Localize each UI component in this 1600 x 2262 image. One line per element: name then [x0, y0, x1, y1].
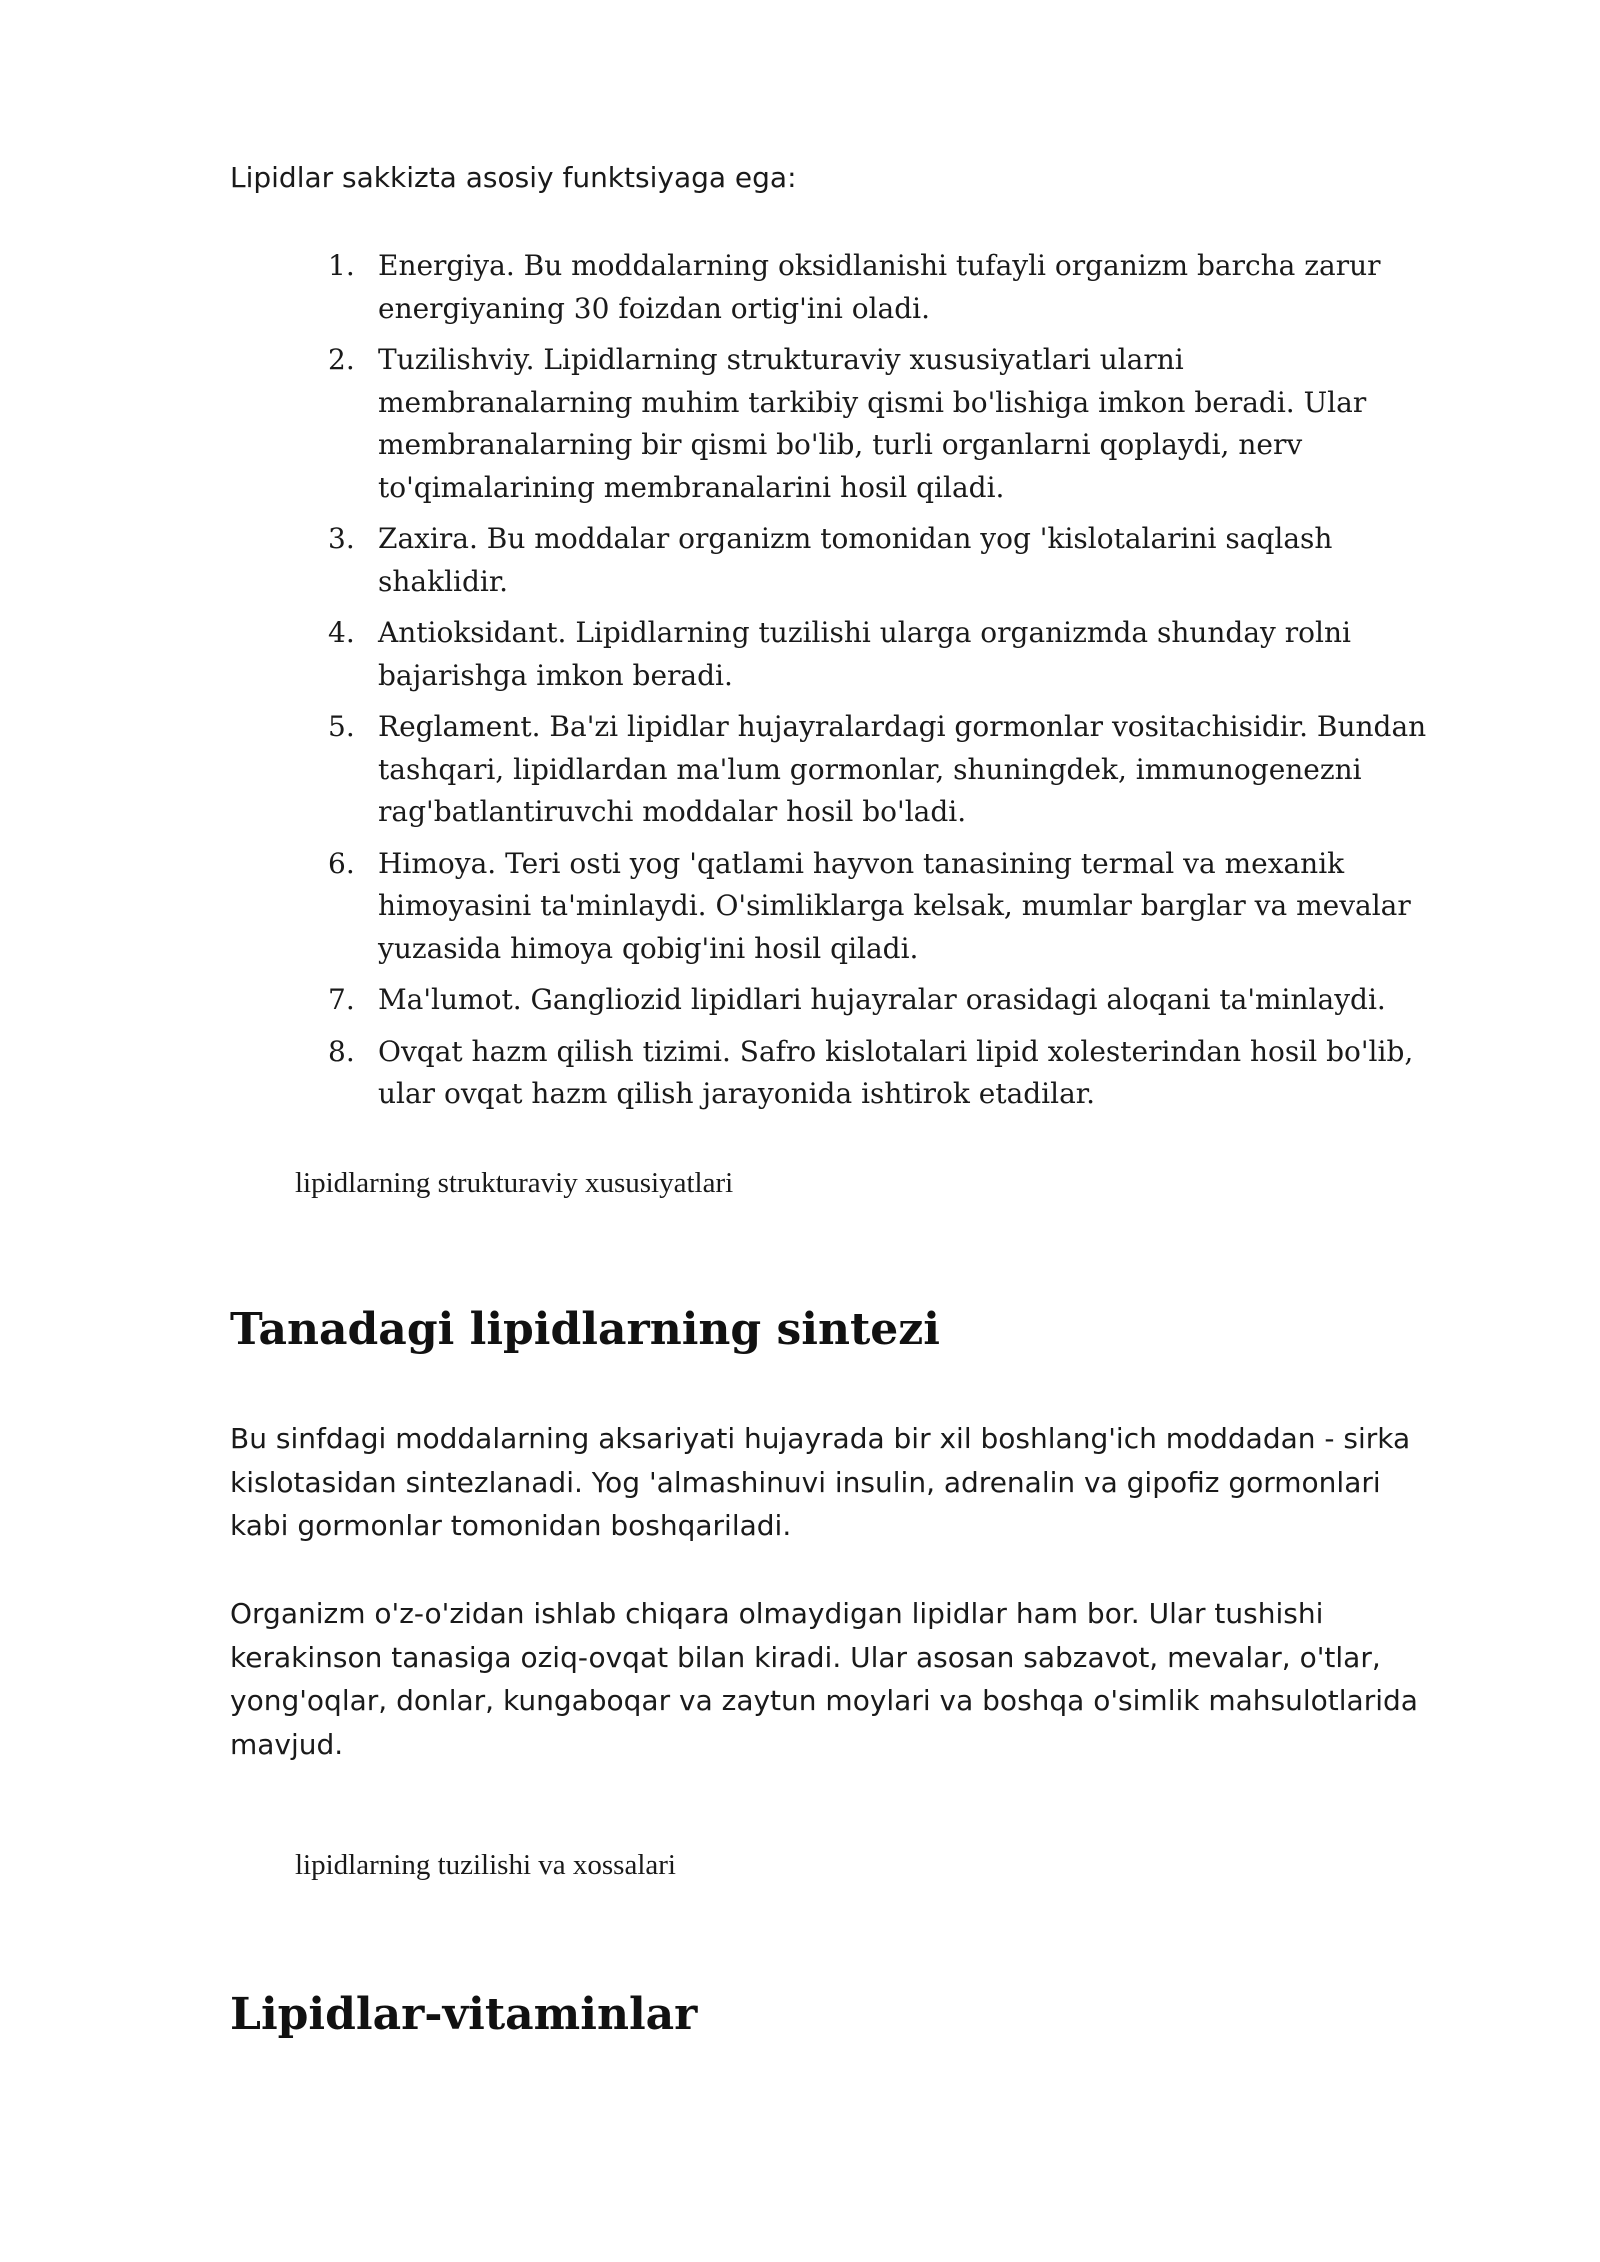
- list-number: 2.: [328, 343, 355, 376]
- function-item: [230, 1031, 1500, 1116]
- function-line: membranalarning bir qismi bo'lib, turli organlarni qoplaydi, nerv: [378, 428, 1303, 461]
- function-line: bajarishga imkon beradi.: [378, 658, 733, 692]
- function-item: [230, 843, 1500, 971]
- function-line: Zaxira. Bu moddalar organizm tomonidan yog 'kislotalarini saqlash: [378, 522, 1333, 555]
- intro-text: Lipidlar sakkizta asosiy funktsiyaga ega:: [230, 161, 797, 194]
- list-number: 7.: [328, 983, 355, 1016]
- paragraph: [230, 1417, 1500, 1548]
- function-line: Reglament. Ba'zi lipidlar hujayralardagi gormonlar vositachisidir. Bundan: [378, 710, 1427, 743]
- paragraph-line: yong'oqlar, donlar, kungaboqar va zaytun moylari va boshqa o'simlik mahsulotlarida: [230, 1684, 1418, 1717]
- list-number: 3.: [328, 522, 355, 555]
- image-caption: lipidlarning tuzilishi va xossalari: [295, 1849, 676, 1881]
- paragraph-line: Organizm o'z-o'zidan ishlab chiqara olmaydigan lipidlar ham bor. Ular tushishi: [230, 1597, 1324, 1630]
- function-line: Ovqat hazm qilish tizimi. Safro kislotalari lipid xolesterindan hosil bo'lib,: [378, 1034, 1414, 1068]
- function-line: tashqari, lipidlardan ma'lum gormonlar, shuningdek, immunogenezni: [378, 752, 1362, 786]
- list-number: 8.: [328, 1034, 355, 1068]
- paragraph-line: mavjud.: [230, 1727, 344, 1761]
- function-line: Antioksidant. Lipidlarning tuzilishi ularga organizmda shunday rolni: [378, 616, 1351, 649]
- paragraph-line: kerakinson tanasiga oziq-ovqat bilan kiradi. Ular asosan sabzavot, mevalar, o'tlar,: [230, 1640, 1381, 1674]
- paragraph-line: kabi gormonlar tomonidan boshqariladi.: [230, 1509, 792, 1542]
- function-line: shaklidir.: [378, 564, 509, 598]
- function-item: [230, 245, 1500, 330]
- list-number: 1.: [328, 249, 355, 282]
- list-number: 6.: [328, 846, 355, 880]
- list-number: 4.: [328, 616, 355, 649]
- image-caption: lipidlarning strukturaviy xususiyatlari: [295, 1167, 734, 1199]
- paragraph-line: Bu sinfdagi moddalarning aksariyati hujayrada bir xil boshlang'ich moddadan - sirka: [230, 1422, 1411, 1455]
- paragraph-line: kislotasidan sintezlanadi. Yog 'almashinuvi insulin, adrenalin va gipofiz gormonlari: [230, 1465, 1381, 1499]
- function-line: ular ovqat hazm qilish jarayonida ishtirok etadilar.: [378, 1077, 1095, 1110]
- function-item: [230, 612, 1500, 697]
- function-line: Energiya. Bu moddalarning oksidlanishi tufayli organizm barcha zarur: [378, 249, 1381, 282]
- function-line: energiyaning 30 foizdan ortig'ini oladi.: [378, 291, 931, 325]
- section-heading: Lipidlar-vitaminlar: [230, 1989, 698, 2040]
- function-line: membranalarning muhim tarkibiy qismi bo'lishiga imkon beradi. Ular: [378, 385, 1367, 419]
- function-item: [230, 339, 1500, 509]
- function-line: to'qimalarining membranalarini hosil qiladi.: [378, 470, 1005, 504]
- function-item: [230, 706, 1500, 834]
- paragraph: [230, 1592, 1500, 1766]
- function-line: himoyasini ta'minlaydi. O'simliklarga kelsak, mumlar barglar va mevalar: [378, 889, 1411, 922]
- function-line: rag'batlantiruvchi moddalar hosil bo'ladi.: [378, 795, 967, 828]
- function-line: yuzasida himoya qobig'ini hosil qiladi.: [378, 931, 919, 965]
- function-line: Tuzilishviy. Lipidlarning strukturaviy xususiyatlari ularni: [378, 343, 1184, 376]
- section-heading: Tanadagi lipidlarning sintezi: [230, 1304, 940, 1355]
- list-number: 5.: [328, 710, 355, 743]
- functions-list: [230, 245, 1500, 1125]
- function-item: [230, 518, 1500, 603]
- function-line: Himoya. Teri osti yog 'qatlami hayvon tanasining termal va mexanik: [378, 846, 1345, 880]
- function-item: [230, 979, 1500, 1022]
- function-line: Ma'lumot. Gangliozid lipidlari hujayralar orasidagi aloqani ta'minlaydi.: [378, 983, 1386, 1016]
